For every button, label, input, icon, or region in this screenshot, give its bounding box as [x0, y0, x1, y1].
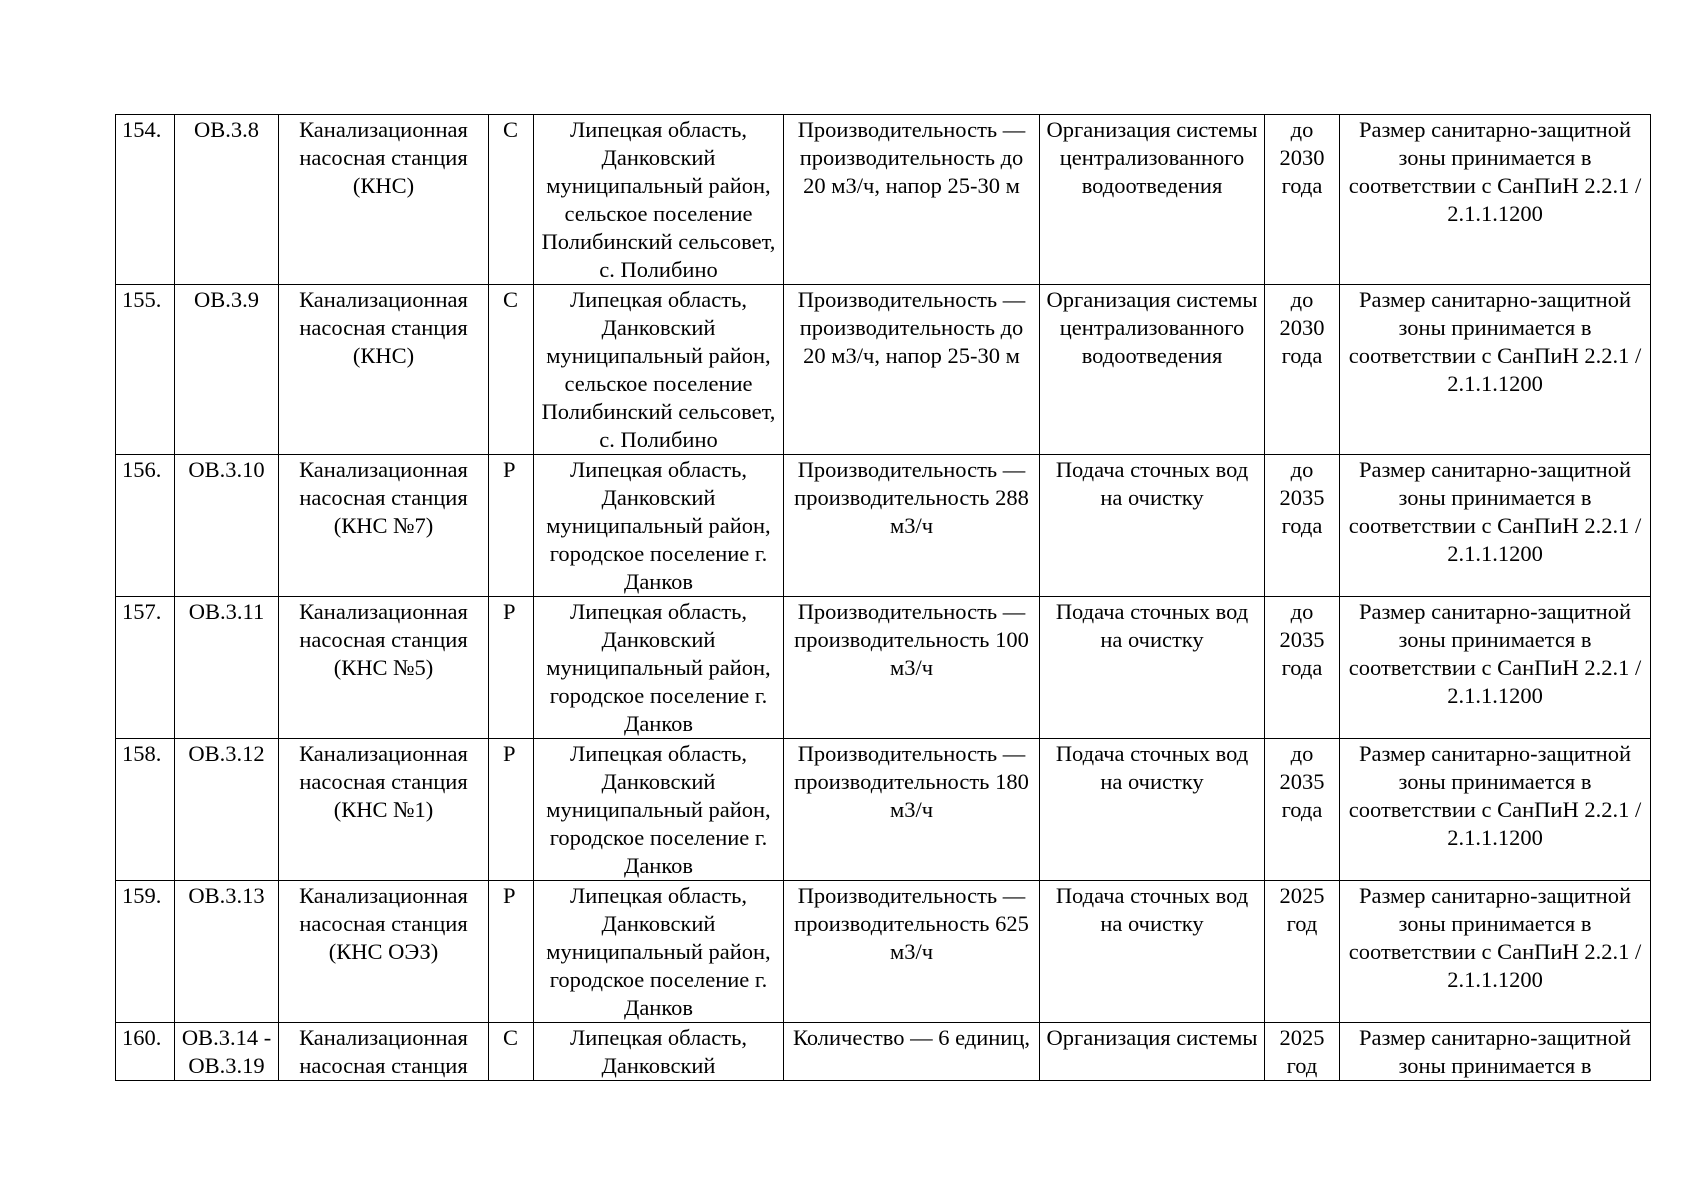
purpose-cell: Организация системы: [1040, 1023, 1265, 1081]
status-cell: С: [489, 115, 534, 285]
location-cell: Липецкая область, Данковский: [534, 1023, 784, 1081]
location-cell: Липецкая область, Данковский муниципальный район, сельское поселение Полибинский сельсовет, с. Полибино: [534, 285, 784, 455]
location-cell: Липецкая область, Данковский муниципальный район, сельское поселение Полибинский сельсовет, с. Полибино: [534, 115, 784, 285]
table-row: [116, 285, 1651, 455]
table-row: [116, 115, 1651, 285]
row-number-cell: 158.: [116, 739, 175, 881]
object-code-cell: ОВ.3.14 - ОВ.3.19: [175, 1023, 279, 1081]
row-number-cell: 154.: [116, 115, 175, 285]
object-name-cell: Канализационная насосная станция (КНС ОЭЗ): [279, 881, 489, 1023]
object-name-cell: Канализационная насосная станция (КНС №7): [279, 455, 489, 597]
location-cell: Липецкая область, Данковский муниципальный район, городское поселение г. Данков: [534, 739, 784, 881]
deadline-cell: 2025 год: [1265, 881, 1340, 1023]
characteristics-cell: Производительность — производительность до 20 м3/ч, напор 25-30 м: [784, 115, 1040, 285]
object-name-cell: Канализационная насосная станция (КНС): [279, 115, 489, 285]
location-cell: Липецкая область, Данковский муниципальный район, городское поселение г. Данков: [534, 455, 784, 597]
row-number-cell: 157.: [116, 597, 175, 739]
object-name-cell: Канализационная насосная станция (КНС): [279, 285, 489, 455]
status-cell: Р: [489, 455, 534, 597]
table-row: [116, 455, 1651, 597]
deadline-cell: 2025 год: [1265, 1023, 1340, 1081]
object-code-cell: ОВ.3.9: [175, 285, 279, 455]
status-cell: Р: [489, 739, 534, 881]
status-cell: Р: [489, 597, 534, 739]
purpose-cell: Организация системы централизованного водоотведения: [1040, 115, 1265, 285]
purpose-cell: Подача сточных вод на очистку: [1040, 739, 1265, 881]
characteristics-cell: Производительность — производительность до 20 м3/ч, напор 25-30 м: [784, 285, 1040, 455]
deadline-cell: до 2030 года: [1265, 285, 1340, 455]
table-row: [116, 597, 1651, 739]
characteristics-cell: Производительность — производительность 180 м3/ч: [784, 739, 1040, 881]
object-name-cell: Канализационная насосная станция: [279, 1023, 489, 1081]
purpose-cell: Организация системы централизованного водоотведения: [1040, 285, 1265, 455]
row-number-cell: 155.: [116, 285, 175, 455]
object-code-cell: ОВ.3.8: [175, 115, 279, 285]
sanitary-zone-cell: Размер санитарно-защитной зоны принимается в соответствии с СанПиН 2.2.1 / 2.1.1.1200: [1340, 455, 1651, 597]
sanitary-zone-cell: Размер санитарно-защитной зоны принимается в соответствии с СанПиН 2.2.1 / 2.1.1.1200: [1340, 739, 1651, 881]
status-cell: С: [489, 285, 534, 455]
table-row: [116, 881, 1651, 1023]
location-cell: Липецкая область, Данковский муниципальный район, городское поселение г. Данков: [534, 881, 784, 1023]
table-row: [116, 739, 1651, 881]
characteristics-cell: Производительность — производительность 625 м3/ч: [784, 881, 1040, 1023]
deadline-cell: до 2035 года: [1265, 739, 1340, 881]
sanitary-zone-cell: Размер санитарно-защитной зоны принимается в соответствии с СанПиН 2.2.1 / 2.1.1.1200: [1340, 115, 1651, 285]
sanitary-zone-cell: Размер санитарно-защитной зоны принимается в соответствии с СанПиН 2.2.1 / 2.1.1.1200: [1340, 597, 1651, 739]
document-table: [115, 114, 1651, 1081]
object-code-cell: ОВ.3.13: [175, 881, 279, 1023]
status-cell: С: [489, 1023, 534, 1081]
object-code-cell: ОВ.3.12: [175, 739, 279, 881]
characteristics-cell: Производительность — производительность 100 м3/ч: [784, 597, 1040, 739]
deadline-cell: до 2035 года: [1265, 597, 1340, 739]
sanitary-zone-cell: Размер санитарно-защитной зоны принимается в: [1340, 1023, 1651, 1081]
characteristics-cell: Производительность — производительность 288 м3/ч: [784, 455, 1040, 597]
object-name-cell: Канализационная насосная станция (КНС №5): [279, 597, 489, 739]
purpose-cell: Подача сточных вод на очистку: [1040, 455, 1265, 597]
sanitary-zone-cell: Размер санитарно-защитной зоны принимается в соответствии с СанПиН 2.2.1 / 2.1.1.1200: [1340, 285, 1651, 455]
purpose-cell: Подача сточных вод на очистку: [1040, 597, 1265, 739]
row-number-cell: 160.: [116, 1023, 175, 1081]
object-code-cell: ОВ.3.11: [175, 597, 279, 739]
characteristics-cell: Количество — 6 единиц,: [784, 1023, 1040, 1081]
object-name-cell: Канализационная насосная станция (КНС №1): [279, 739, 489, 881]
location-cell: Липецкая область, Данковский муниципальный район, городское поселение г. Данков: [534, 597, 784, 739]
object-code-cell: ОВ.3.10: [175, 455, 279, 597]
deadline-cell: до 2035 года: [1265, 455, 1340, 597]
sanitary-zone-cell: Размер санитарно-защитной зоны принимается в соответствии с СанПиН 2.2.1 / 2.1.1.1200: [1340, 881, 1651, 1023]
purpose-cell: Подача сточных вод на очистку: [1040, 881, 1265, 1023]
row-number-cell: 156.: [116, 455, 175, 597]
status-cell: Р: [489, 881, 534, 1023]
deadline-cell: до 2030 года: [1265, 115, 1340, 285]
table-row: [116, 1023, 1651, 1081]
row-number-cell: 159.: [116, 881, 175, 1023]
